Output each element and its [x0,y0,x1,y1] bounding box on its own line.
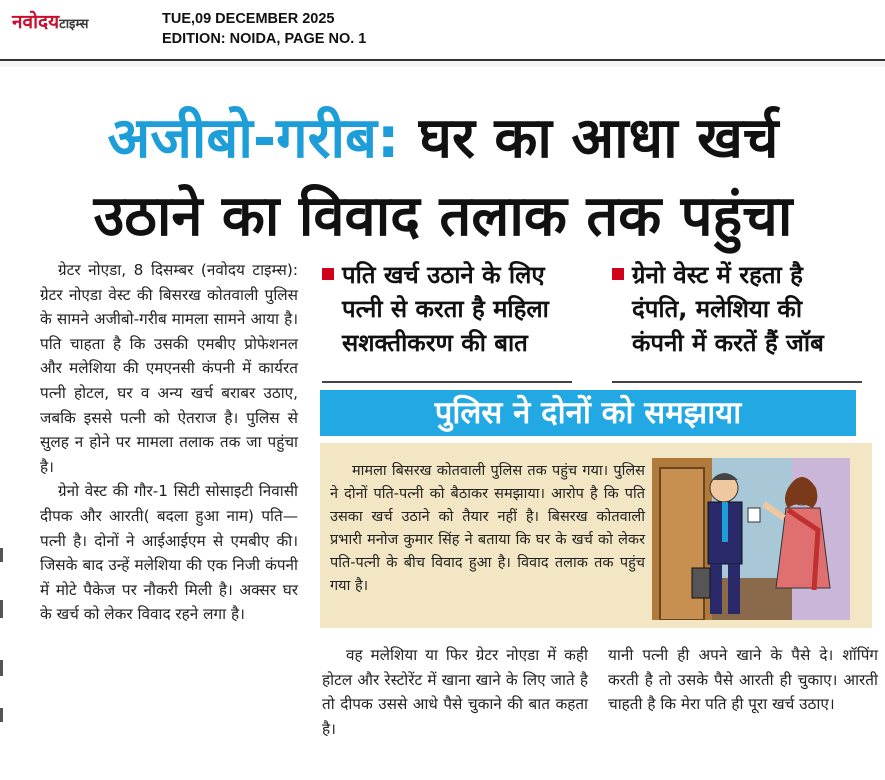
subhead-left [322,258,592,360]
adjacent-column-edge [0,660,3,676]
issue-date: TUE,09 DECEMBER 2025 [162,11,335,27]
subhead-right-line: कंपनी में करतें हैं जॉब [632,329,824,357]
headline [12,100,874,256]
edition-meta [162,9,366,49]
red-bullet-icon [612,268,624,280]
edition-info: EDITION: NOIDA, PAGE NO. 1 [162,31,367,47]
clipping-top-edge [0,61,885,67]
paragraph: यानी पत्नी ही अपने खाने के पैसे दे। शॉपिंग करती है तो उसके पैसे आरती ही चुकाए। आरती चाहती है कि मेरा पति ही पूरा खर्च उठाए। [608,646,878,714]
headline-highlight: अजीबो-गरीब: [107,106,400,171]
box-paragraph: मामला बिसरख कोतवाली पुलिस तक पहुंच गया। पुलिस ने दोनों पति-पत्नी को बैठाकर समझाया। आरोप है कि पति उसका खर्च उठाने को तैयार नहीं है। बिसरख कोतवाली प्रभारी मनोज कुमार सिंह ने बताया कि घर के खर्च को लेकर पति-पत्नी के बीच विवाद हुआ है। विवाद तलाक तक पहुंच गया है। [330,463,645,594]
headline-line-2: उठाने का विवाद तलाक तक पहुंचा [93,184,793,249]
subhead-right-rule [612,381,862,383]
page-header [0,0,885,58]
logo-sub-text: टाइम्स [59,17,89,32]
cartoon-illustration-icon [652,458,850,620]
article-body-column-1 [40,258,298,627]
logo-main-text: नवोदय [12,11,60,33]
publication-logo [12,8,88,34]
red-bullet-icon [322,268,334,280]
highlight-box-text [330,460,645,598]
article-body-column-3 [608,643,878,717]
subhead-right-line: दंपति, मलेशिया की [632,295,803,323]
subhead-left-line: सशक्तीकरण की बात [342,329,528,357]
adjacent-column-edge [0,600,3,618]
subhead-left-line: पति खर्च उठाने के लिए [322,258,592,292]
subhead-right-line: ग्रेनो वेस्ट में रहता है [612,258,874,292]
adjacent-column-edge [0,708,3,722]
adjacent-column-edge [0,548,3,562]
headline-line-1 [12,100,874,178]
headline-line1-rest: घर का आधा खर्च [399,106,779,171]
paragraph: ग्रेनो वेस्ट की गौर-1 सिटी सोसाइटी निवासी दीपक और आरती( बदला हुआ नाम) पति—पत्नी है। दोनों ने आईआईएम से एमबीए की। जिसके बाद उन्हें मलेशिया की एक निजी कंपनी में मोटे पैकेज पर नौकरी मिली है। अक्सर घर के खर्च को लेकर विवाद रहने लगा है। [40,482,298,624]
paragraph: ग्रेटर नोएडा, 8 दिसम्बर (नवोदय टाइम्स): ग्रेटर नोएडा वेस्ट की बिसरख कोतवाली पुलिस के सामने अजीबो-गरीब मामला सामने आया है। पति चाहता है कि उसकी एमबीए प्रोफेशनल और मलेशिया की एमएनसी कंपनी में कार्यरत पत्नी होटल, घर व अन्य खर्च बराबर उठाए, जबकि इससे पत्नी को ऐतराज है। पुलिस से सुलह न होने पर मामला तलाक तक जा पहुंचा है। [40,261,298,476]
subhead-left-line: पत्नी से करता है महिला [342,295,549,323]
article-body-column-2 [322,643,588,741]
subhead-left-rule [322,381,572,383]
paragraph: वह मलेशिया या फिर ग्रेटर नोएडा में कही होटल और रेस्टोरेंट में खाना खाने के लिए जाते है तो दीपक उससे आधे पैसे चुकाने की बात कहता है। [322,646,588,738]
subhead-right [612,258,874,360]
section-bar: पुलिस ने दोनों को समझाया [320,390,856,436]
